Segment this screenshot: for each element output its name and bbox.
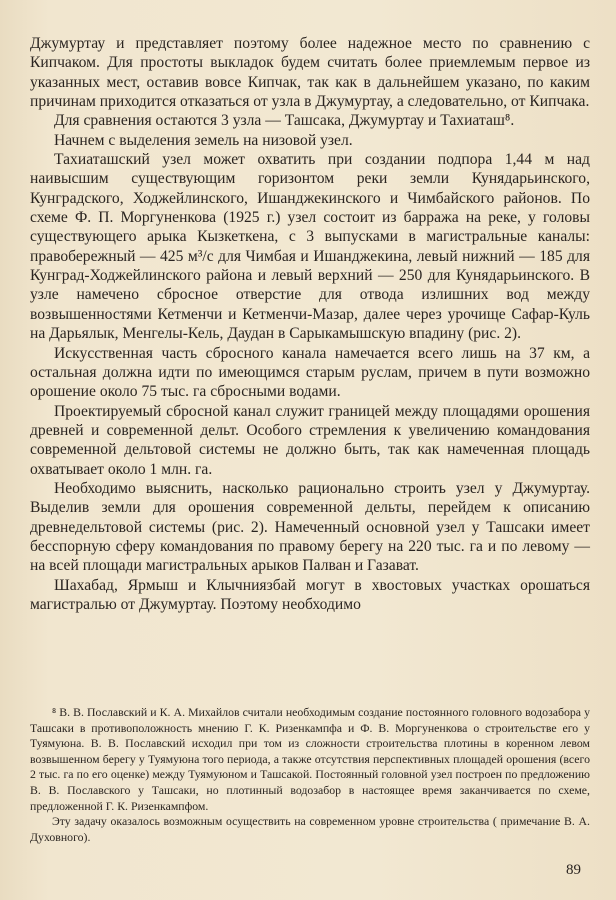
paragraph: Необходимо выяснить, насколько рационально строить узел у Джумуртау. Выделив земли для орошения современной дельты, перейдем к описанию древнедельтовой системы (рис. 2). Намеченный основной узел у Ташсаки имеет бесспорную сферу командования по правому берегу на 220 тыс. га и по левому — на всей площади магистральных арыков Палван и Газават. [30, 479, 590, 575]
footnote: Эту задачу оказалось возможным осуществить на современном уровне строительства ( примечание В. А. Духовного). [30, 814, 590, 844]
paragraph: Проектируемый сбросной канал служит границей между площадями орошения древней и современной дельт. Особого стремления к увеличению командования современной дельтовой системы не должно быть, так как намеченная площадь охватывает около 1 млн. га. [30, 402, 590, 478]
paragraph: Искусственная часть сбросного канала намечается всего лишь на 37 км, а остальная должна идти по имеющимся старым руслам, причем в пути возможно орошение около 75 тыс. га сбросными водами. [30, 344, 590, 401]
footnotes [30, 705, 590, 845]
footnote: ⁸ В. В. Пославский и К. А. Михайлов считали необходимым создание постоянного головного водозабора у Ташсаки в противоположность мнению Г. К. Ризенкампфа и Ф. В. Моргуненкова о строительстве его у Туямуюна. В. В. Пославский исходил при том из сложности строительства плотины в коренном левом возвышенном берегу у Туямуюна того периода, а также отсутствия перспективных площадей орошения (всего 2 тыс. га по его оценке) между Туямуюном и Ташсакой. Постоянный головной узел построен по предложению В. В. Пославского у Ташсаки, но плотинный водозабор в настоящее время заканчивается по схеме, предложенной Г. К. Ризенкампфом. [30, 705, 590, 813]
paragraph: Тахиаташский узел может охватить при создании подпора 1,44 м над наивысшим существующим горизонтом реки земли Кунядарьинского, Кунградского, Ходжейлинского, Ишанджекинского и Чимбайского районов. По схеме Ф. П. Моргуненкова (1925 г.) узел состоит из барража на реке, у головы существующего арыка Кызкеткена, с 3 выпусками в магистральные каналы: правобережный — 425 м³/с для Чимбая и Ишанджекина, левый нижний — 185 для Кунград-Ходжейлинского района и левый верхний — 250 для Кунядарьинского. В узле намечено сбросное отверстие для отвода излишних вод между возвышенностями Кетменчи и Кетменчи-Мазар, далее через урочище Сафар-Куль на Дарьялык, Менгелы-Кель, Даудан в Сарыкамышскую впадину (рис. 2). [30, 151, 590, 343]
paragraph: Джумуртау и представляет поэтому более надежное место по сравнению с Кипчаком. Для простоты выкладок будем считать более приемлемым первое из указанных мест, оставив вовсе Кипчак, так как в дальнейшем указано, по каким причинам приходится отказаться от узла в Джумуртау, а следовательно, от Кипчака. [30, 35, 590, 111]
paragraph: Для сравнения остаются 3 узла — Ташсака, Джумуртау и Тахиаташ⁸. [54, 112, 515, 130]
page-number: 89 [566, 862, 581, 878]
main-text [30, 34, 590, 614]
paragraph: Шахабад, Ярмыш и Клычниязбай могут в хвостовых участках орошаться магистралью от Джумуртау. Поэтому необходимо [30, 576, 590, 613]
paragraph: Начнем с выделения земель на низовой узел. [54, 131, 353, 149]
